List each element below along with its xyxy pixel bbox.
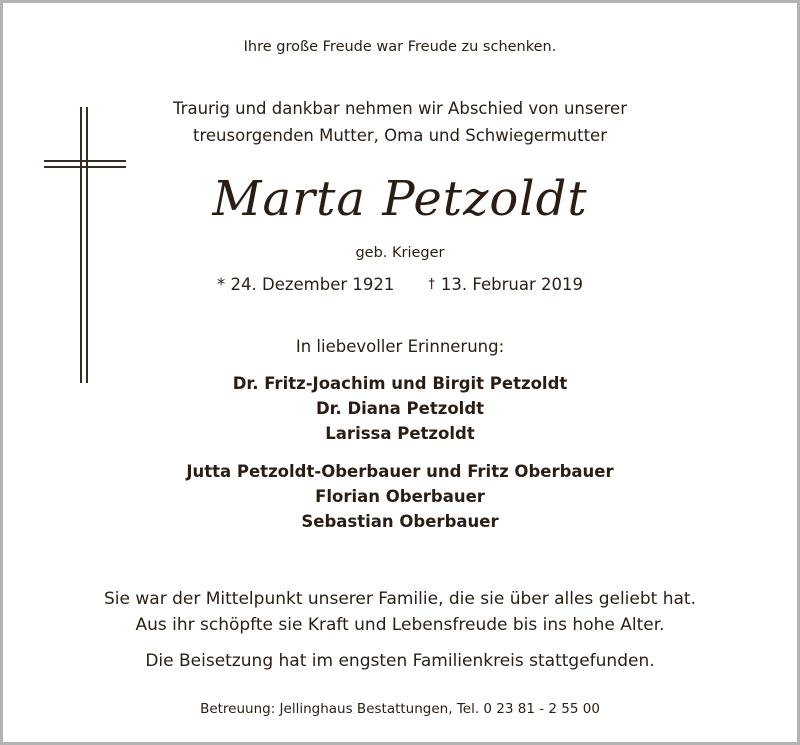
closing-line-3: Die Beisetzung hat im engsten Familienkreis stattgefunden. — [145, 651, 655, 671]
cross-horizontal-bar-bottom — [44, 166, 126, 168]
obituary-notice — [3, 3, 797, 742]
funeral-home-footer: Betreuung: Jellinghaus Bestattungen, Tel. 0 23 81 - 2 55 00 — [200, 701, 600, 717]
death-date: 13. Februar 2019 — [440, 275, 583, 294]
mourner-name: Larissa Petzoldt — [325, 424, 475, 443]
remembrance-heading: In liebevoller Erinnerung: — [295, 337, 505, 356]
intro-line-2: treusorgenden Mutter, Oma und Schwiegermutter — [193, 126, 607, 145]
maiden-name: geb. Krieger — [355, 245, 445, 261]
closing-line-1: Sie war der Mittelpunkt unserer Familie, die sie über alles geliebt hat. — [104, 589, 696, 609]
mourner-name: Dr. Fritz-Joachim und Birgit Petzoldt — [232, 374, 568, 393]
intro-line-1: Traurig und dankbar nehmen wir Abschied von unserer — [173, 99, 627, 118]
cross-horizontal-bar-top — [44, 160, 126, 162]
mourner-name: Florian Oberbauer — [315, 487, 485, 506]
header-quote: Ihre große Freude war Freude zu schenken. — [243, 39, 557, 55]
life-dates — [3, 277, 797, 294]
mourner-name: Sebastian Oberbauer — [301, 512, 499, 531]
deceased-name: Marta Petzoldt — [212, 171, 588, 227]
birth-date: * 24. Dezember 1921 — [217, 275, 395, 294]
mourner-name: Jutta Petzoldt-Oberbauer und Fritz Oberbauer — [186, 462, 614, 481]
mourner-name: Dr. Diana Petzoldt — [315, 399, 485, 418]
death-symbol: † — [428, 277, 435, 292]
closing-line-2: Aus ihr schöpfte sie Kraft und Lebensfreude bis ins hohe Alter. — [135, 615, 665, 635]
